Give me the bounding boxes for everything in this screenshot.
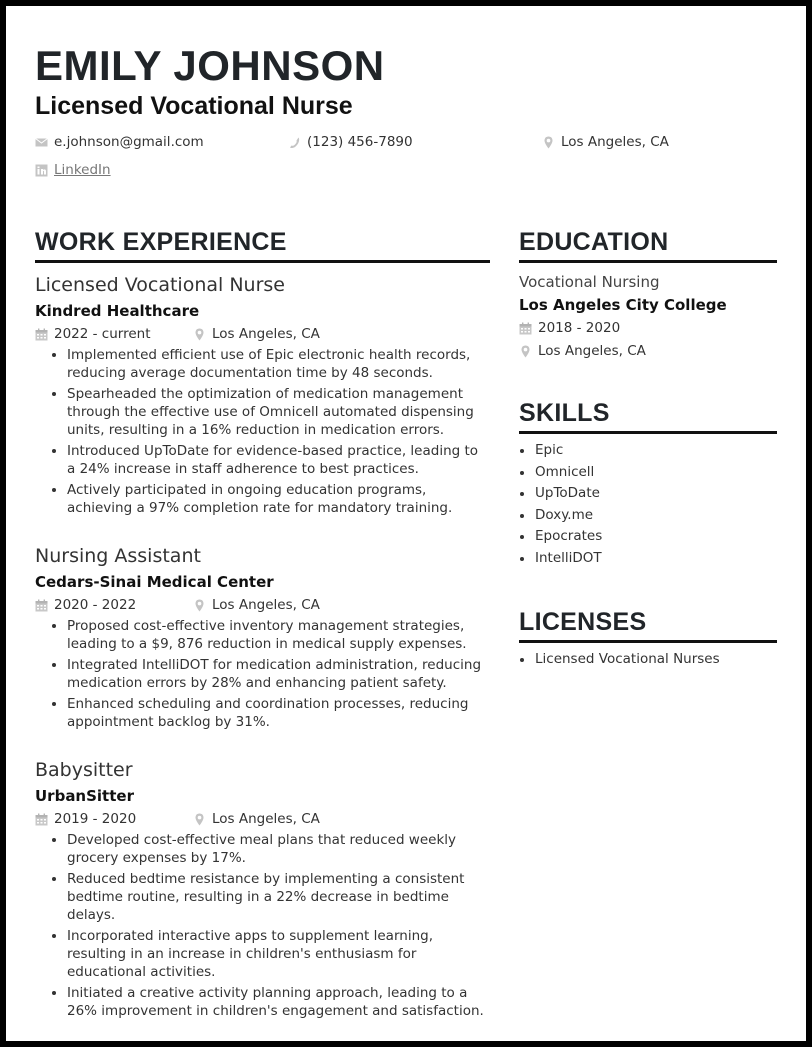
job-bullets	[51, 346, 490, 517]
job-dates: 2019 - 2020	[54, 811, 137, 827]
job-entry	[35, 543, 490, 731]
bullet-item: Developed cost-effective meal plans that reduced weekly grocery expenses by 17%.	[51, 831, 490, 867]
email-text: e.johnson@gmail.com	[54, 134, 204, 150]
job-location: Los Angeles, CA	[212, 811, 320, 827]
linkedin-icon	[35, 164, 48, 177]
education-location-row	[519, 340, 777, 363]
skills-section	[519, 399, 777, 570]
job-meta	[35, 323, 490, 345]
map-pin-icon	[519, 345, 532, 358]
calendar-icon	[35, 328, 48, 341]
bullet-item: Enhanced scheduling and coordination processes, reducing appointment backlog by 31%.	[51, 695, 490, 731]
skill-item: IntelliDOT	[519, 548, 777, 570]
company-name: Cedars-Sinai Medical Center	[35, 573, 274, 591]
phone-text: (123) 456-7890	[307, 134, 413, 150]
candidate-name: EMILY JOHNSON	[35, 42, 385, 89]
contact-email	[35, 134, 204, 150]
education-degree: Vocational Nursing	[519, 273, 660, 291]
skill-item: UpToDate	[519, 483, 777, 505]
job-meta	[35, 808, 490, 830]
job-location: Los Angeles, CA	[212, 326, 320, 342]
job-bullets	[51, 617, 490, 731]
calendar-icon	[35, 813, 48, 826]
contact-location	[542, 134, 669, 150]
contact-phone	[288, 134, 413, 150]
section-title-licenses: LICENSES	[519, 608, 777, 643]
map-pin-icon	[193, 599, 206, 612]
bullet-item: Incorporated interactive apps to supplement learning, resulting in an increase in children's enthusiasm for educational activities.	[51, 927, 490, 981]
bullet-item: Integrated IntelliDOT for medication administration, reducing medication errors by 28% and enhancing patient safety.	[51, 656, 490, 692]
phone-icon	[288, 136, 301, 149]
job-entry	[35, 757, 490, 1020]
education-dates-row	[519, 317, 777, 340]
education-location: Los Angeles, CA	[538, 343, 646, 359]
skills-list	[519, 440, 777, 570]
job-title: Licensed Vocational Nurse	[35, 274, 285, 296]
education-school: Los Angeles City College	[519, 296, 727, 314]
contact-linkedin	[35, 162, 111, 178]
bullet-item: Reduced bedtime resistance by implementing a consistent bedtime routine, resulting in a 22% decrease in bedtime delays.	[51, 870, 490, 924]
envelope-icon	[35, 136, 48, 149]
map-pin-icon	[193, 328, 206, 341]
bullet-item: Proposed cost-effective inventory management strategies, leading to a $9, 876 reduction in medical supply expenses.	[51, 617, 490, 653]
skill-item: Doxy.me	[519, 505, 777, 527]
sidebar-column	[519, 228, 777, 670]
education-section	[519, 228, 777, 363]
bullet-item: Initiated a creative activity planning approach, leading to a 26% improvement in children's engagement and satisfaction.	[51, 984, 490, 1020]
candidate-headline: Licensed Vocational Nurse	[35, 92, 353, 120]
licenses-section	[519, 608, 777, 671]
map-pin-icon	[542, 136, 555, 149]
licenses-list	[519, 649, 777, 671]
section-title-education: EDUCATION	[519, 228, 777, 263]
job-meta	[35, 594, 490, 616]
job-title: Nursing Assistant	[35, 545, 201, 567]
company-name: UrbanSitter	[35, 787, 134, 805]
work-experience-section	[35, 228, 490, 1023]
job-location: Los Angeles, CA	[212, 597, 320, 613]
job-dates: 2022 - current	[54, 326, 151, 342]
job-title: Babysitter	[35, 759, 133, 781]
license-item: Licensed Vocational Nurses	[519, 649, 777, 671]
company-name: Kindred Healthcare	[35, 302, 200, 320]
location-text: Los Angeles, CA	[561, 134, 669, 150]
skill-item: Epocrates	[519, 526, 777, 548]
education-dates: 2018 - 2020	[538, 320, 621, 336]
bullet-item: Implemented efficient use of Epic electronic health records, reducing average documentation time by 48 seconds.	[51, 346, 490, 382]
bullet-item: Introduced UpToDate for evidence-based practice, leading to a 24% increase in staff adherence to best practices.	[51, 442, 490, 478]
calendar-icon	[35, 599, 48, 612]
skill-item: Epic	[519, 440, 777, 462]
job-entry	[35, 272, 490, 517]
job-dates: 2020 - 2022	[54, 597, 137, 613]
bullet-item: Spearheaded the optimization of medication management through the effective use of Omnicell automated dispensing units, resulting in a 16% reduction in medication errors.	[51, 385, 490, 439]
calendar-icon	[519, 322, 532, 335]
job-bullets	[51, 831, 490, 1020]
resume-page	[6, 6, 806, 1041]
linkedin-link[interactable]: LinkedIn	[54, 162, 111, 178]
bullet-item: Actively participated in ongoing education programs, achieving a 97% completion rate for mandatory training.	[51, 481, 490, 517]
section-title-skills: SKILLS	[519, 399, 777, 434]
skill-item: Omnicell	[519, 462, 777, 484]
map-pin-icon	[193, 813, 206, 826]
section-title-work: WORK EXPERIENCE	[35, 228, 490, 263]
